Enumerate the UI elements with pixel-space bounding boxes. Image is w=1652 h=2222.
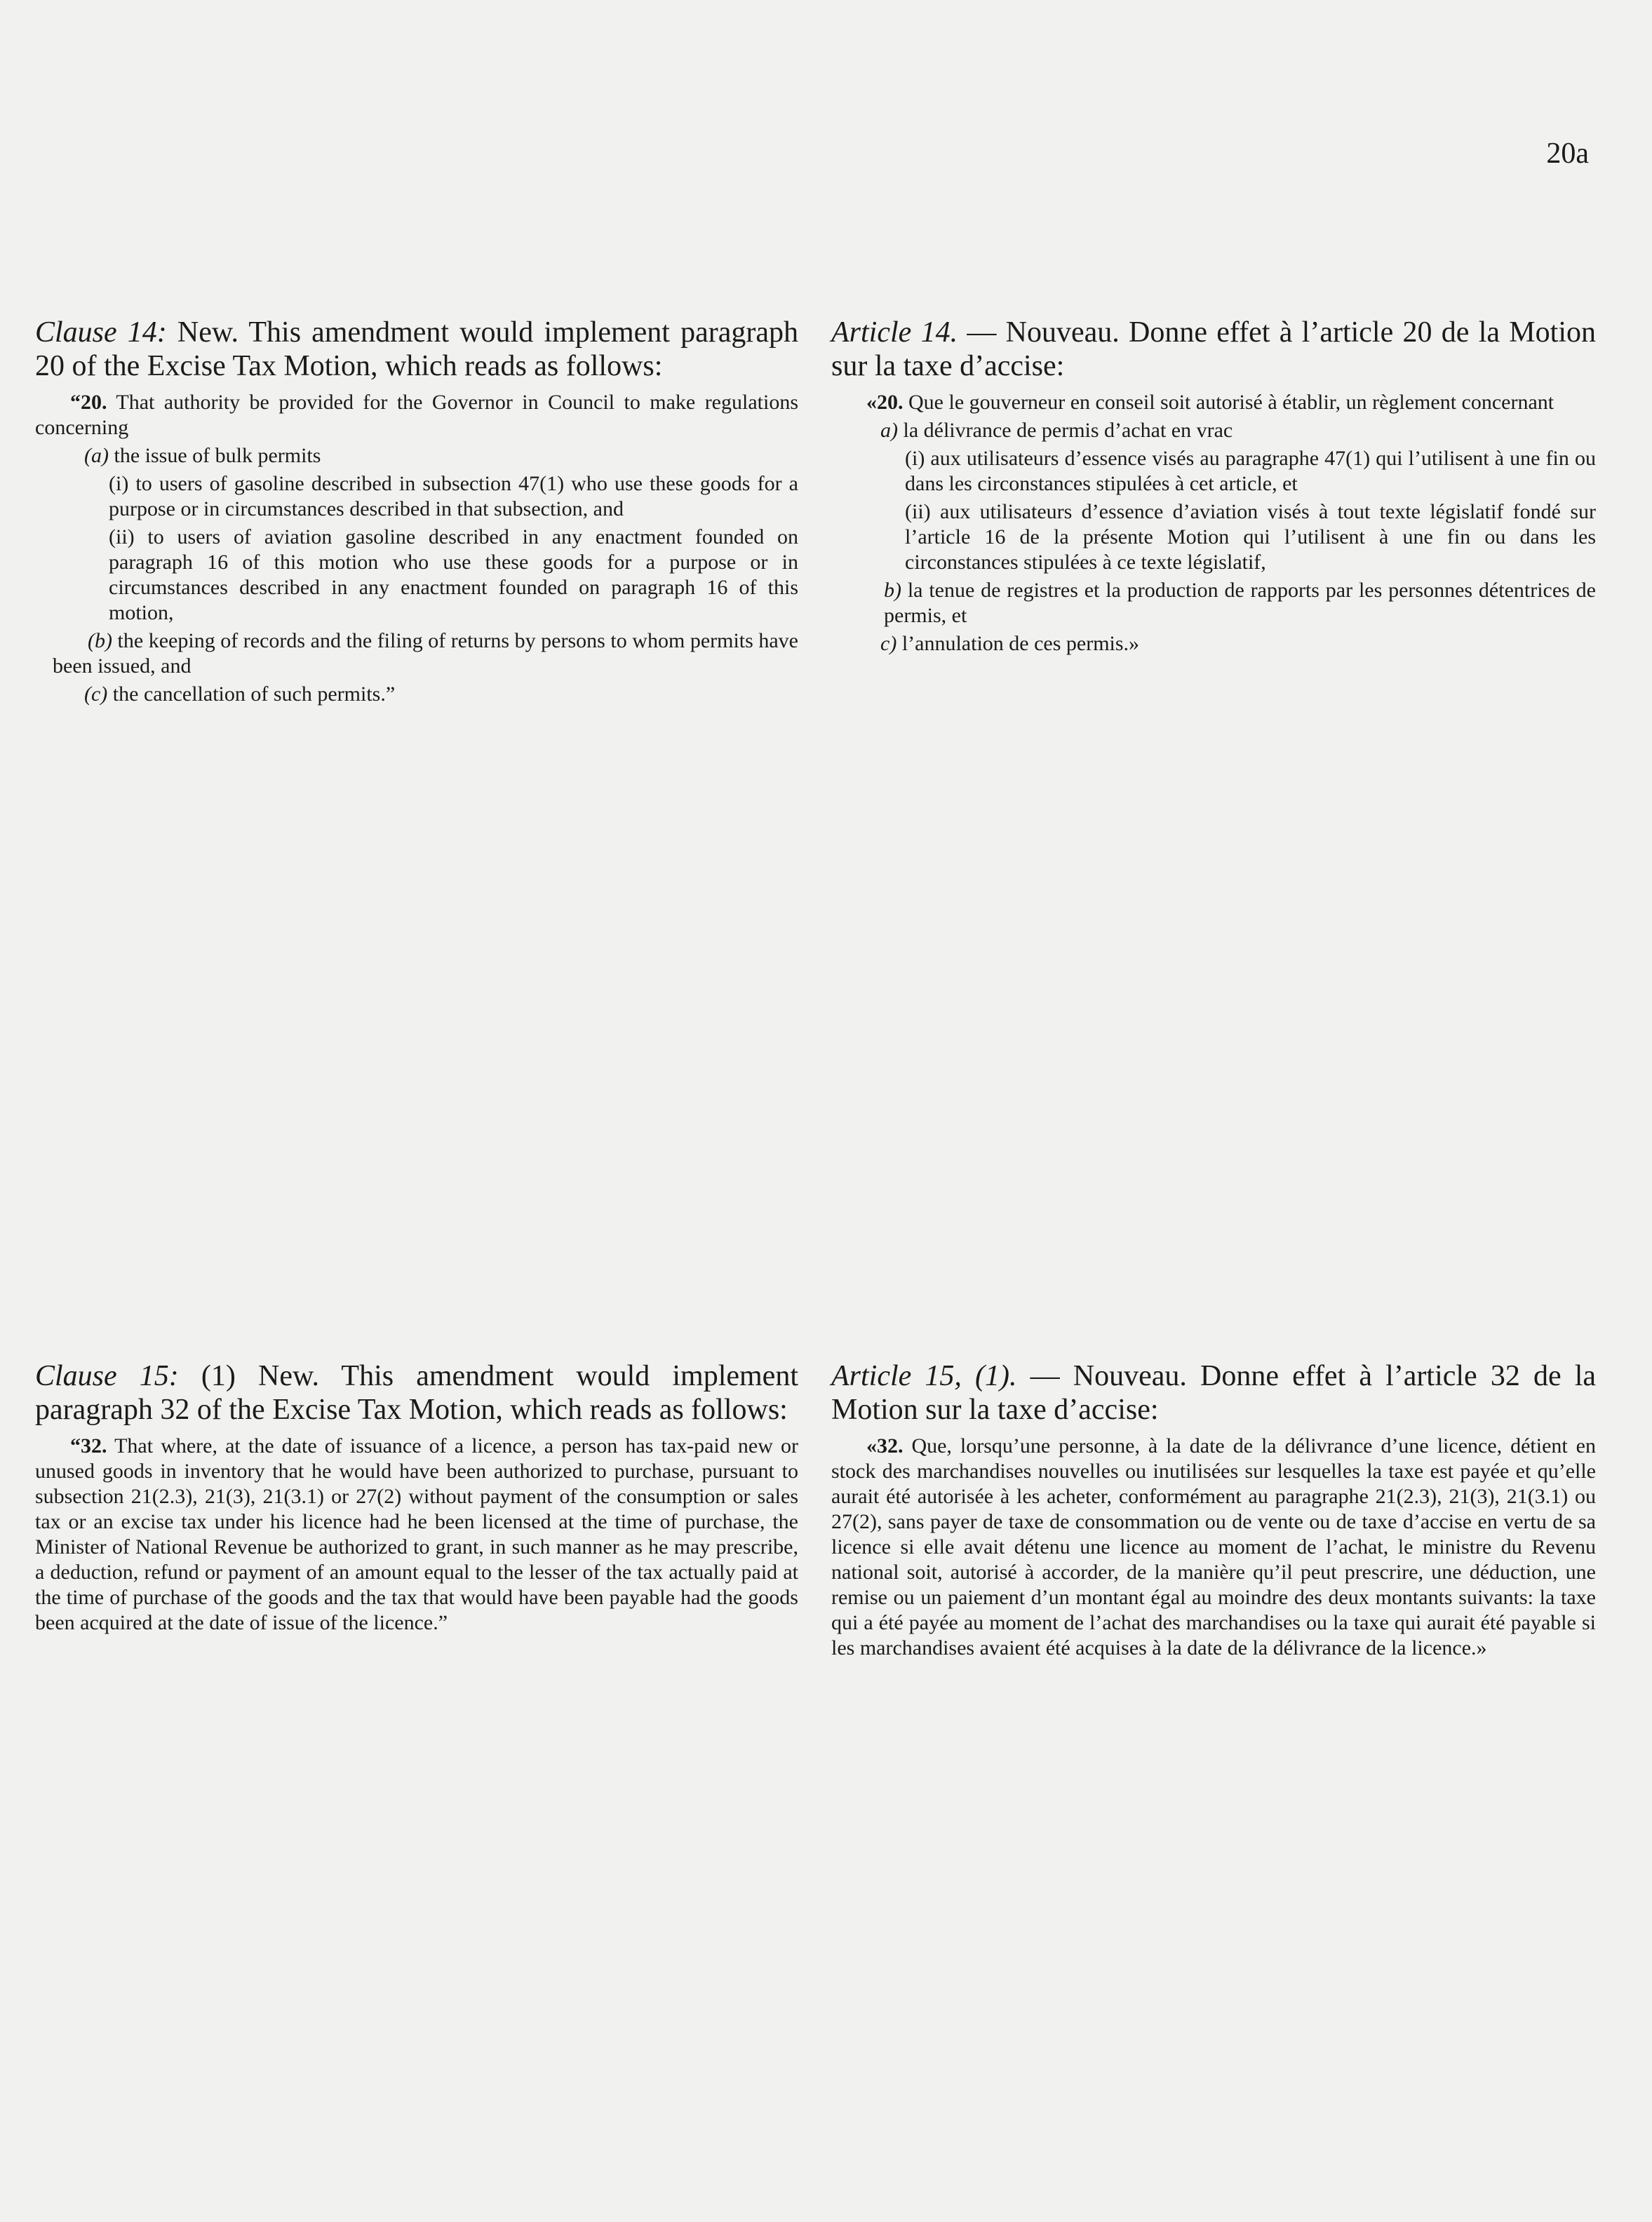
clause-14-item-a-i: (i) to users of gasoline described in subsection 47(1) who use these goods for a purpose or in circumstances described in that subsection, and: [109, 472, 798, 520]
clause-14-quote-head: “20. That authority be provided for the Governor in Council to make regulations concerning: [35, 391, 798, 439]
article-14-item-c: c) l’annulation de ces permis.»: [880, 632, 1140, 655]
clause-14-item-c: (c) the cancellation of such permits.”: [84, 682, 396, 706]
clause-14-item-a: (a) the issue of bulk permits: [84, 444, 321, 467]
clause-15-intro: Clause 15: (1) New. This amendment would implement paragraph 32 of the Excise Tax Motion, which reads as follows:: [35, 1360, 798, 1426]
clause-14-note: [35, 316, 798, 707]
article-14-intro: Article 14. — Nouveau. Donne effet à l’article 20 de la Motion sur la taxe d’accise:: [831, 316, 1596, 382]
article-15-label: Article 15, (1).: [831, 1360, 1017, 1392]
clause-15-note: [35, 1359, 798, 1636]
clause-14-label: Clause 14:: [35, 316, 167, 349]
article-15-quote: «32. Que, lorsqu’une personne, à la date de la délivrance d’une licence, détient en stock des marchandises nouvelles ou inutilisées sur lesquelles la taxe est payée et qu’elle aurait été autorisée à les acheter, conformément au paragraphe 21(2.3), 21(3), 21(3.1) ou 27(2), sans payer de taxe de consommation ou de vente ou de taxe d’accise en vertu de sa licence si elle avait détenu une licence au moment de l’achat, le ministre du Revenu national soit, autorisé à accorder, de la manière qu’il peut prescrire, une déduction, une remise ou un paiement d’un montant égal au moindre des deux montants suivants: la taxe qui a été payée au moment de l’achat des marchandises ou la taxe qui aurait été payable si les marchandises avaient été acquises à la date de la délivrance de la licence.»: [831, 1434, 1596, 1659]
page-number: 20a: [1546, 137, 1589, 170]
article-14-quote-head: «20. Que le gouverneur en conseil soit autorisé à établir, un règlement concernant: [866, 391, 1554, 414]
article-14-item-a: a) la délivrance de permis d’achat en vrac: [880, 419, 1233, 442]
article-14-note: [831, 316, 1596, 656]
article-15-intro: Article 15, (1). — Nouveau. Donne effet à l’article 32 de la Motion sur la taxe d’accise:: [831, 1360, 1597, 1426]
clause-14-item-a-ii: (ii) to users of aviation gasoline described in any enactment founded on paragraph 16 of this motion who use these goods for a purpose or in circumstances described in any enactment founded on paragraph 16 of this motion,: [109, 525, 798, 624]
clause-14-intro: Clause 14: New. This amendment would implement paragraph 20 of the Excise Tax Motion, which reads as follows:: [35, 316, 799, 382]
article-15-note: [831, 1359, 1596, 1661]
article-14-item-b: b) la tenue de registres et la production de rapports par les personnes détentrices de permis, et: [884, 579, 1596, 627]
clause-14-item-b: (b) the keeping of records and the filing of returns by persons to whom permits have been issued, and: [53, 629, 798, 678]
article-14-item-a-ii: (ii) aux utilisateurs d’essence d’aviation visés à tout texte législatif fondé sur l’article 16 de la présente Motion qui l’utilisent à une fin ou dans les circonstances stipulées à ce texte législatif,: [905, 500, 1596, 574]
article-14-item-a-i: (i) aux utilisateurs d’essence visés au paragraphe 47(1) qui l’utilisent à une fin ou dans les circonstances stipulées à cet article, et: [905, 447, 1596, 495]
article-14-label: Article 14.: [831, 316, 958, 349]
clause-15-quote: “32. That where, at the date of issuance of a licence, a person has tax-paid new or unused goods in inventory that he would have been authorized to purchase, pursuant to subsection 21(2.3), 21(3), 21(3.1) or 27(2) without payment of the consumption or sales tax or an excise tax under his licence had he been licensed at the time of purchase, the Minister of National Revenue be authorized to grant, in such manner as he may prescribe, a deduction, refund or payment of an amount equal to the lesser of the tax actually paid at the time of purchase of the goods and the tax that would have been payable had the goods been acquired at the date of issue of the licence.”: [35, 1434, 798, 1634]
clause-15-label: Clause 15:: [35, 1360, 179, 1392]
